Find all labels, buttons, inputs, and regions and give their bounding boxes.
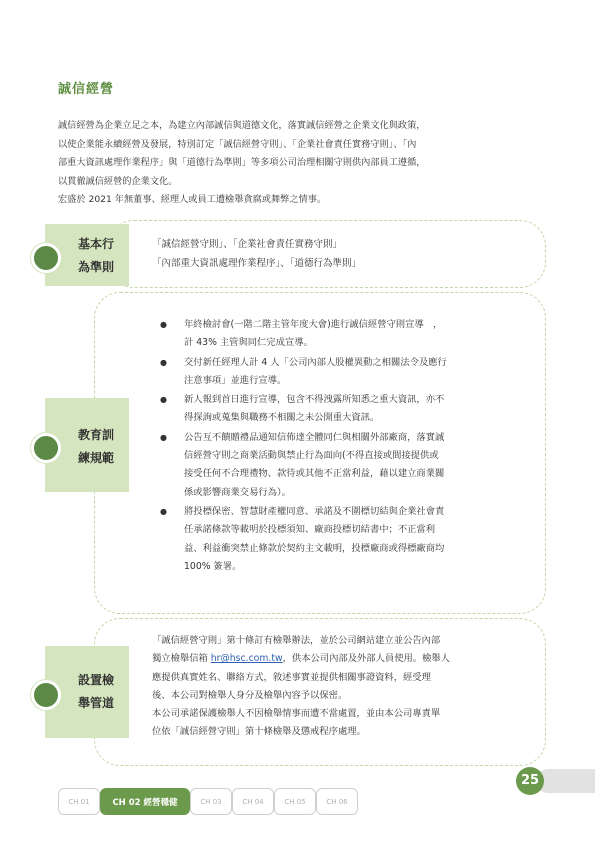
basic-rules-list xyxy=(152,236,361,273)
bullet-line: 係或影響商業交易行為）。 xyxy=(184,486,291,498)
bullet-line: 注意事項」並進行宣導。 xyxy=(184,374,287,386)
training-bullet-list xyxy=(158,316,530,577)
bullet-icon: ● xyxy=(160,320,167,329)
training-bullet-item xyxy=(158,503,530,576)
bullet-line: 新人報到首日進行宣導，包含不得洩露所知悉之重大資訊，亦不 xyxy=(184,394,445,406)
bullet-line: 交付新任經理人計 4 人「公司內部人股權異動之相關法令及應行 xyxy=(184,356,447,368)
report-line: 位依「誠信經營守則」第十條檢舉及懲戒程序處理。 xyxy=(152,726,366,738)
report-line: 應提供真實姓名、聯絡方式，敘述事實並提供相關事證資料，經受理 xyxy=(152,671,431,683)
bullet-icon: ● xyxy=(160,506,167,516)
report-line xyxy=(152,650,537,668)
report-line: 本公司承諾保護檢舉人不因檢舉情事而遭不當處置，並由本公司專責單 xyxy=(152,708,441,720)
bullet-line: 益、利益衝突禁止條款於契約主文載明，投標廠商或得標廠商均 xyxy=(184,542,445,554)
bullet-icon: ● xyxy=(160,357,167,367)
page-number-tab xyxy=(536,769,595,793)
bullet-line: 接受任何不合理禮物、款待或其他不正當利益，藉以建立商業關 xyxy=(184,468,445,480)
report-line: 後、本公司對檢舉人身分及檢舉內容予以保密。 xyxy=(152,689,348,701)
label-line: 舉管道 xyxy=(77,696,114,710)
chapter-tab[interactable]: CH 01 xyxy=(58,788,100,815)
reporting-text xyxy=(152,632,537,742)
intro-line: 以貫徹誠信經營的企業文化。 xyxy=(58,175,178,187)
rule-line: 「誠信經營守則」、「企業社會責任實務守則」 xyxy=(152,239,343,250)
section-title: 誠信經營 xyxy=(58,82,115,97)
chapter-tab[interactable]: CH 06 xyxy=(316,788,358,815)
training-bullet-item xyxy=(158,354,530,391)
section-dot-icon xyxy=(31,680,61,710)
training-bullet-item xyxy=(158,316,530,353)
bullet-line: 100% 簽署。 xyxy=(184,560,242,572)
label-line: 設置檢 xyxy=(77,673,114,687)
training-bullet-item xyxy=(158,429,530,502)
intro-line: 宏盛於 2021 年無董事、經理人或員工遭檢舉貪腐或舞弊之情事。 xyxy=(58,194,327,206)
report-line: 「誠信經營守則」第十條訂有檢舉辦法，並於公司網站建立並公告內部 xyxy=(152,635,441,646)
page-number: 25 xyxy=(516,767,544,795)
chapter-tab[interactable]: CH 04 xyxy=(232,788,274,815)
bullet-line: 信經營守則之商業活動與禁止行為面向(不得直接或間接提供或 xyxy=(184,450,439,462)
label-line: 練規範 xyxy=(77,451,114,465)
label-line: 為準則 xyxy=(77,260,114,274)
label-line: 教育訓 xyxy=(77,428,114,442)
bullet-line: 任承諾條款等載明於投標須知、廠商投標切結書中；不正當利 xyxy=(184,524,436,536)
bullet-line: 年終檢討會(一階二階主管年度大會)進行誠信經營守則宣導 ， xyxy=(184,319,443,330)
chapter-tab[interactable]: CH 02 經營穩健 xyxy=(100,788,190,815)
bullet-line: 將投標保密、智慧財產權同意、承諾及不圍標切結與企業社會責 xyxy=(184,505,445,517)
label-line: 基本行 xyxy=(77,237,114,251)
report-line-part: 獨立檢舉信箱 xyxy=(152,653,211,665)
bullet-line: 得探詢或蒐集與職務不相關之未公開重大資訊。 xyxy=(184,412,380,424)
report-line-part: ，供本公司內部及外部人員使用。檢舉人 xyxy=(282,653,450,665)
rule-line: 「內部重大資訊處理作業程序」、「道德行為準則」 xyxy=(152,257,362,269)
intro-line: 部重大資訊處理作業程序」與「道德行為準則」等多項公司治理相關守則供內部員工遵循， xyxy=(58,157,426,169)
intro-line: 誠信經營為企業立足之本，為建立內部誠信與道德文化，落實誠信經營之企業文化與政策， xyxy=(58,120,426,131)
intro-paragraph xyxy=(58,117,548,210)
section-dot-icon xyxy=(31,243,61,273)
intro-line: 以使企業能永續經營及發展，特別訂定「誠信經營守則」、「企業社會責任實務守則」、「內 xyxy=(58,138,417,150)
bullet-icon: ● xyxy=(160,395,167,405)
bullet-icon: ● xyxy=(160,432,167,442)
bullet-line: 公告互不饋贈禮品通知信佈達全體同仁與相關外部廠商，落實誠 xyxy=(184,431,445,443)
chapter-navigation xyxy=(58,788,358,815)
chapter-tab[interactable]: CH 03 xyxy=(190,788,232,815)
training-bullet-item xyxy=(158,391,530,428)
section-dot-icon xyxy=(31,433,61,463)
bullet-line: 計 43% 主管與同仁完成宣導。 xyxy=(184,337,313,349)
chapter-tab[interactable]: CH 05 xyxy=(274,788,316,815)
email-link[interactable]: hr@hsc.com.tw xyxy=(210,653,283,665)
